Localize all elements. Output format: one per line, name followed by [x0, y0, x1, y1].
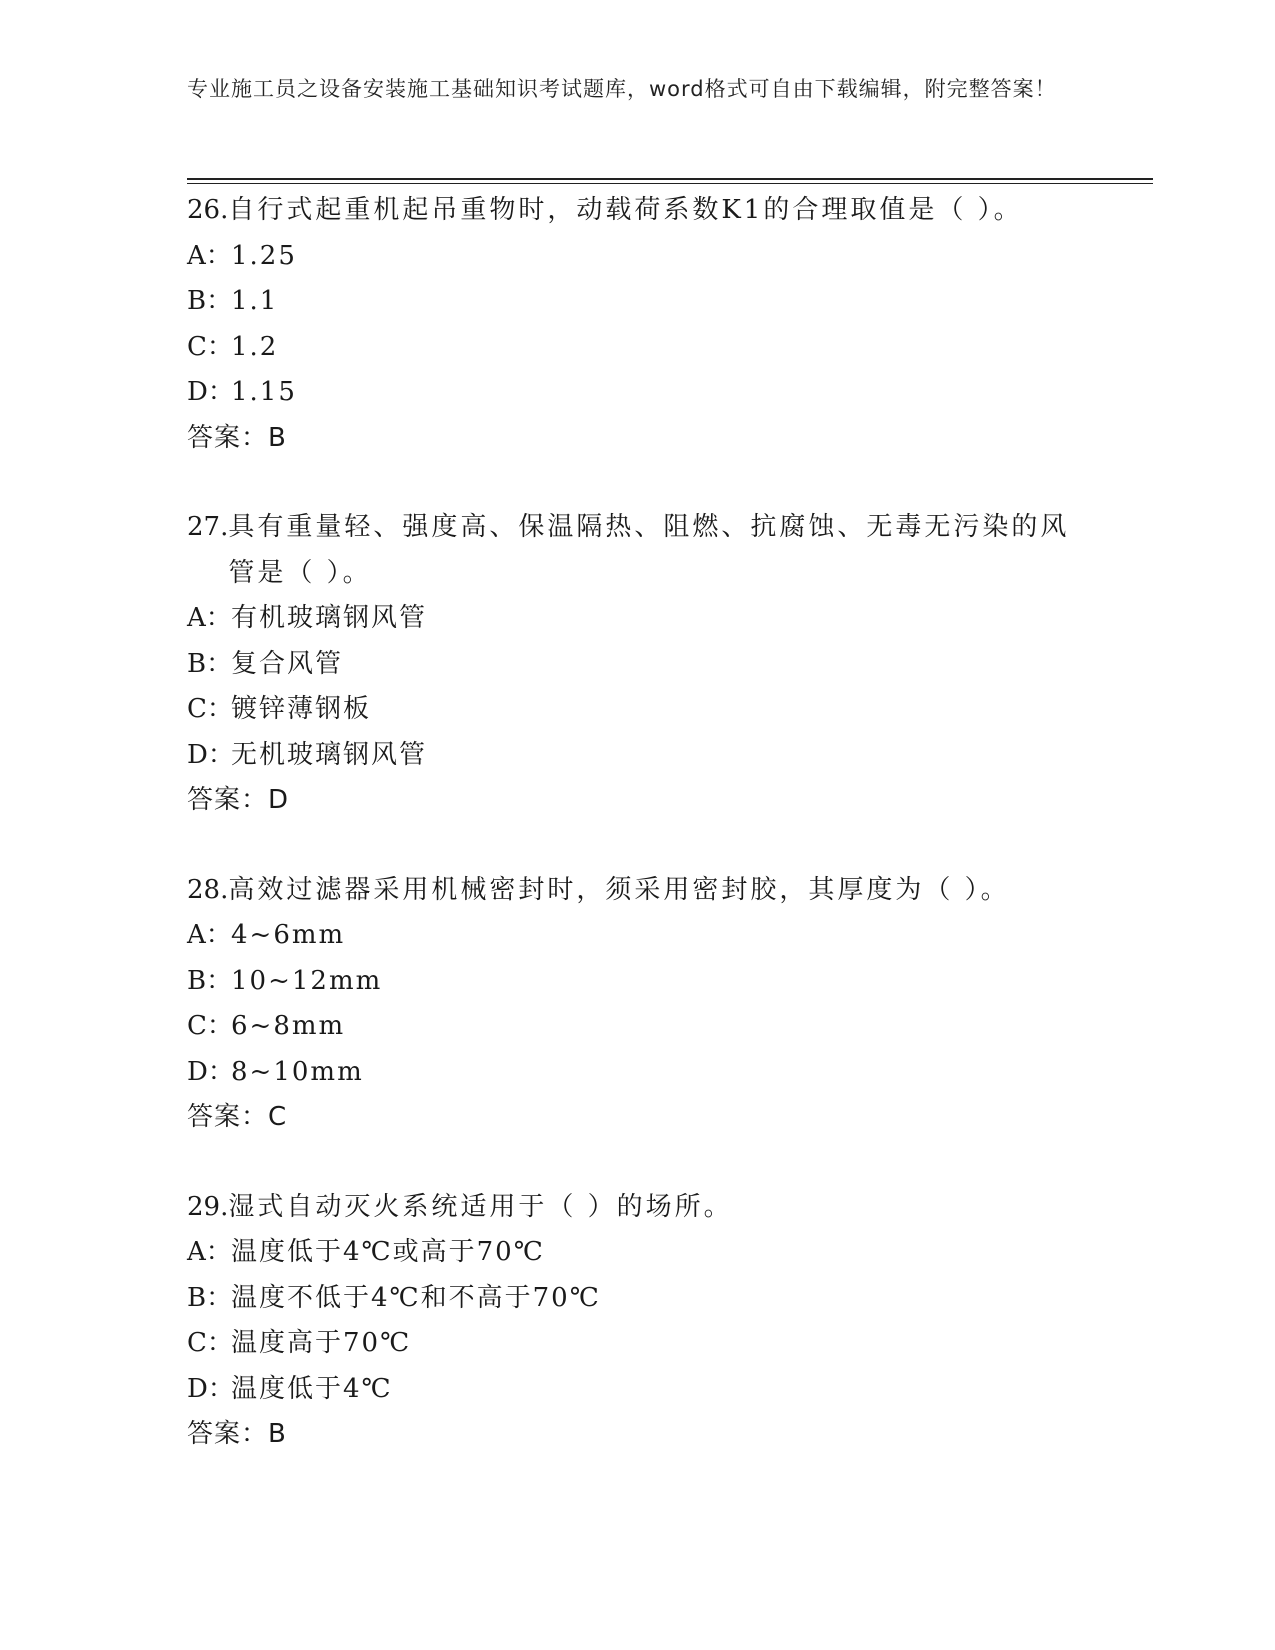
option-c	[187, 1321, 1087, 1367]
question-text: 高效过滤器采用机械密封时，须采用密封胶，其厚度为（ ）。	[228, 874, 1010, 905]
option-d	[187, 1050, 1087, 1096]
answer-label: 答案：	[187, 1102, 269, 1132]
option-letter: A：	[187, 240, 232, 271]
option-text: 温度低于4℃	[231, 1373, 393, 1404]
option-text: 无机玻璃钢风管	[231, 739, 428, 770]
option-b	[187, 1276, 1087, 1322]
option-d	[187, 1367, 1087, 1413]
option-letter: B：	[187, 1282, 233, 1313]
answer-label: 答案：	[187, 1419, 269, 1449]
option-d	[187, 733, 1087, 779]
option-letter: A：	[187, 603, 232, 633]
option-c	[187, 325, 1087, 371]
answer-value: B	[268, 1419, 286, 1449]
option-text: 6~8mm	[231, 1011, 346, 1041]
option-text: 温度高于70℃	[231, 1328, 412, 1358]
option-text: 4~6mm	[231, 920, 346, 950]
question-text: 具有重量轻、强度高、保温隔热、阻燃、抗腐蚀、无毒无污染的风管是（ ）。	[228, 512, 1070, 588]
question-number: 27.	[187, 512, 229, 542]
option-a	[187, 234, 1087, 280]
option-letter: C：	[187, 331, 233, 362]
option-letter: A：	[187, 920, 232, 950]
header-divider-thick	[187, 178, 1153, 180]
option-c	[187, 1004, 1087, 1050]
question-number: 26.	[187, 195, 229, 225]
option-letter: D：	[187, 377, 234, 407]
question-stem	[187, 505, 1087, 596]
answer-label: 答案：	[187, 785, 269, 815]
option-text: 1.15	[231, 377, 297, 407]
option-text: 温度不低于4℃和不高于70℃	[231, 1282, 601, 1313]
option-letter: D：	[187, 739, 234, 770]
answer-label: 答案：	[187, 422, 269, 453]
option-letter: B：	[187, 286, 233, 316]
question-number: 29.	[187, 1191, 229, 1222]
question-stem	[187, 868, 1087, 914]
option-text: 有机玻璃钢风管	[231, 603, 428, 633]
question-stem	[187, 1185, 1087, 1231]
question-29	[187, 1185, 1087, 1458]
question-text: 湿式自动灭火系统适用于（ ）的场所。	[228, 1191, 733, 1222]
document-header: 专业施工员之设备安装施工基础知识考试题库，word格式可自由下载编辑，附完整答案！	[187, 77, 1057, 101]
answer-value: D	[268, 785, 289, 815]
question-text: 自行式起重机起吊重物时，动载荷系数K1的合理取值是（ ）。	[228, 195, 1023, 225]
answer-line	[187, 1095, 1087, 1141]
option-a	[187, 596, 1087, 642]
option-a	[187, 913, 1087, 959]
option-letter: B：	[187, 965, 233, 996]
option-letter: D：	[187, 1373, 234, 1404]
option-text: 1.1	[231, 286, 279, 316]
option-a	[187, 1230, 1087, 1276]
question-stem	[187, 188, 1087, 234]
option-letter: B：	[187, 648, 233, 679]
option-text: 复合风管	[231, 648, 344, 679]
answer-value: B	[268, 422, 286, 453]
option-b	[187, 642, 1087, 688]
option-letter: C：	[187, 694, 233, 724]
option-b	[187, 279, 1087, 325]
question-number: 28.	[187, 874, 229, 905]
option-letter: C：	[187, 1011, 233, 1041]
option-letter: C：	[187, 1328, 233, 1358]
question-27	[187, 505, 1087, 824]
answer-value: C	[268, 1102, 287, 1132]
option-text: 10~12mm	[231, 965, 383, 996]
answer-line	[187, 416, 1087, 462]
question-list	[187, 188, 1087, 1502]
option-c	[187, 687, 1087, 733]
question-28	[187, 868, 1087, 1141]
header-divider-thin	[187, 183, 1153, 184]
option-text: 镀锌薄钢板	[231, 694, 372, 724]
option-text: 1.2	[231, 331, 279, 362]
option-text: 温度低于4℃或高于70℃	[231, 1237, 545, 1267]
option-letter: A：	[187, 1237, 232, 1267]
option-d	[187, 370, 1087, 416]
question-26	[187, 188, 1087, 461]
option-b	[187, 959, 1087, 1005]
option-text: 8~10mm	[231, 1056, 364, 1087]
option-text: 1.25	[231, 240, 297, 271]
answer-line	[187, 778, 1087, 824]
answer-line	[187, 1412, 1087, 1458]
option-letter: D：	[187, 1056, 234, 1087]
